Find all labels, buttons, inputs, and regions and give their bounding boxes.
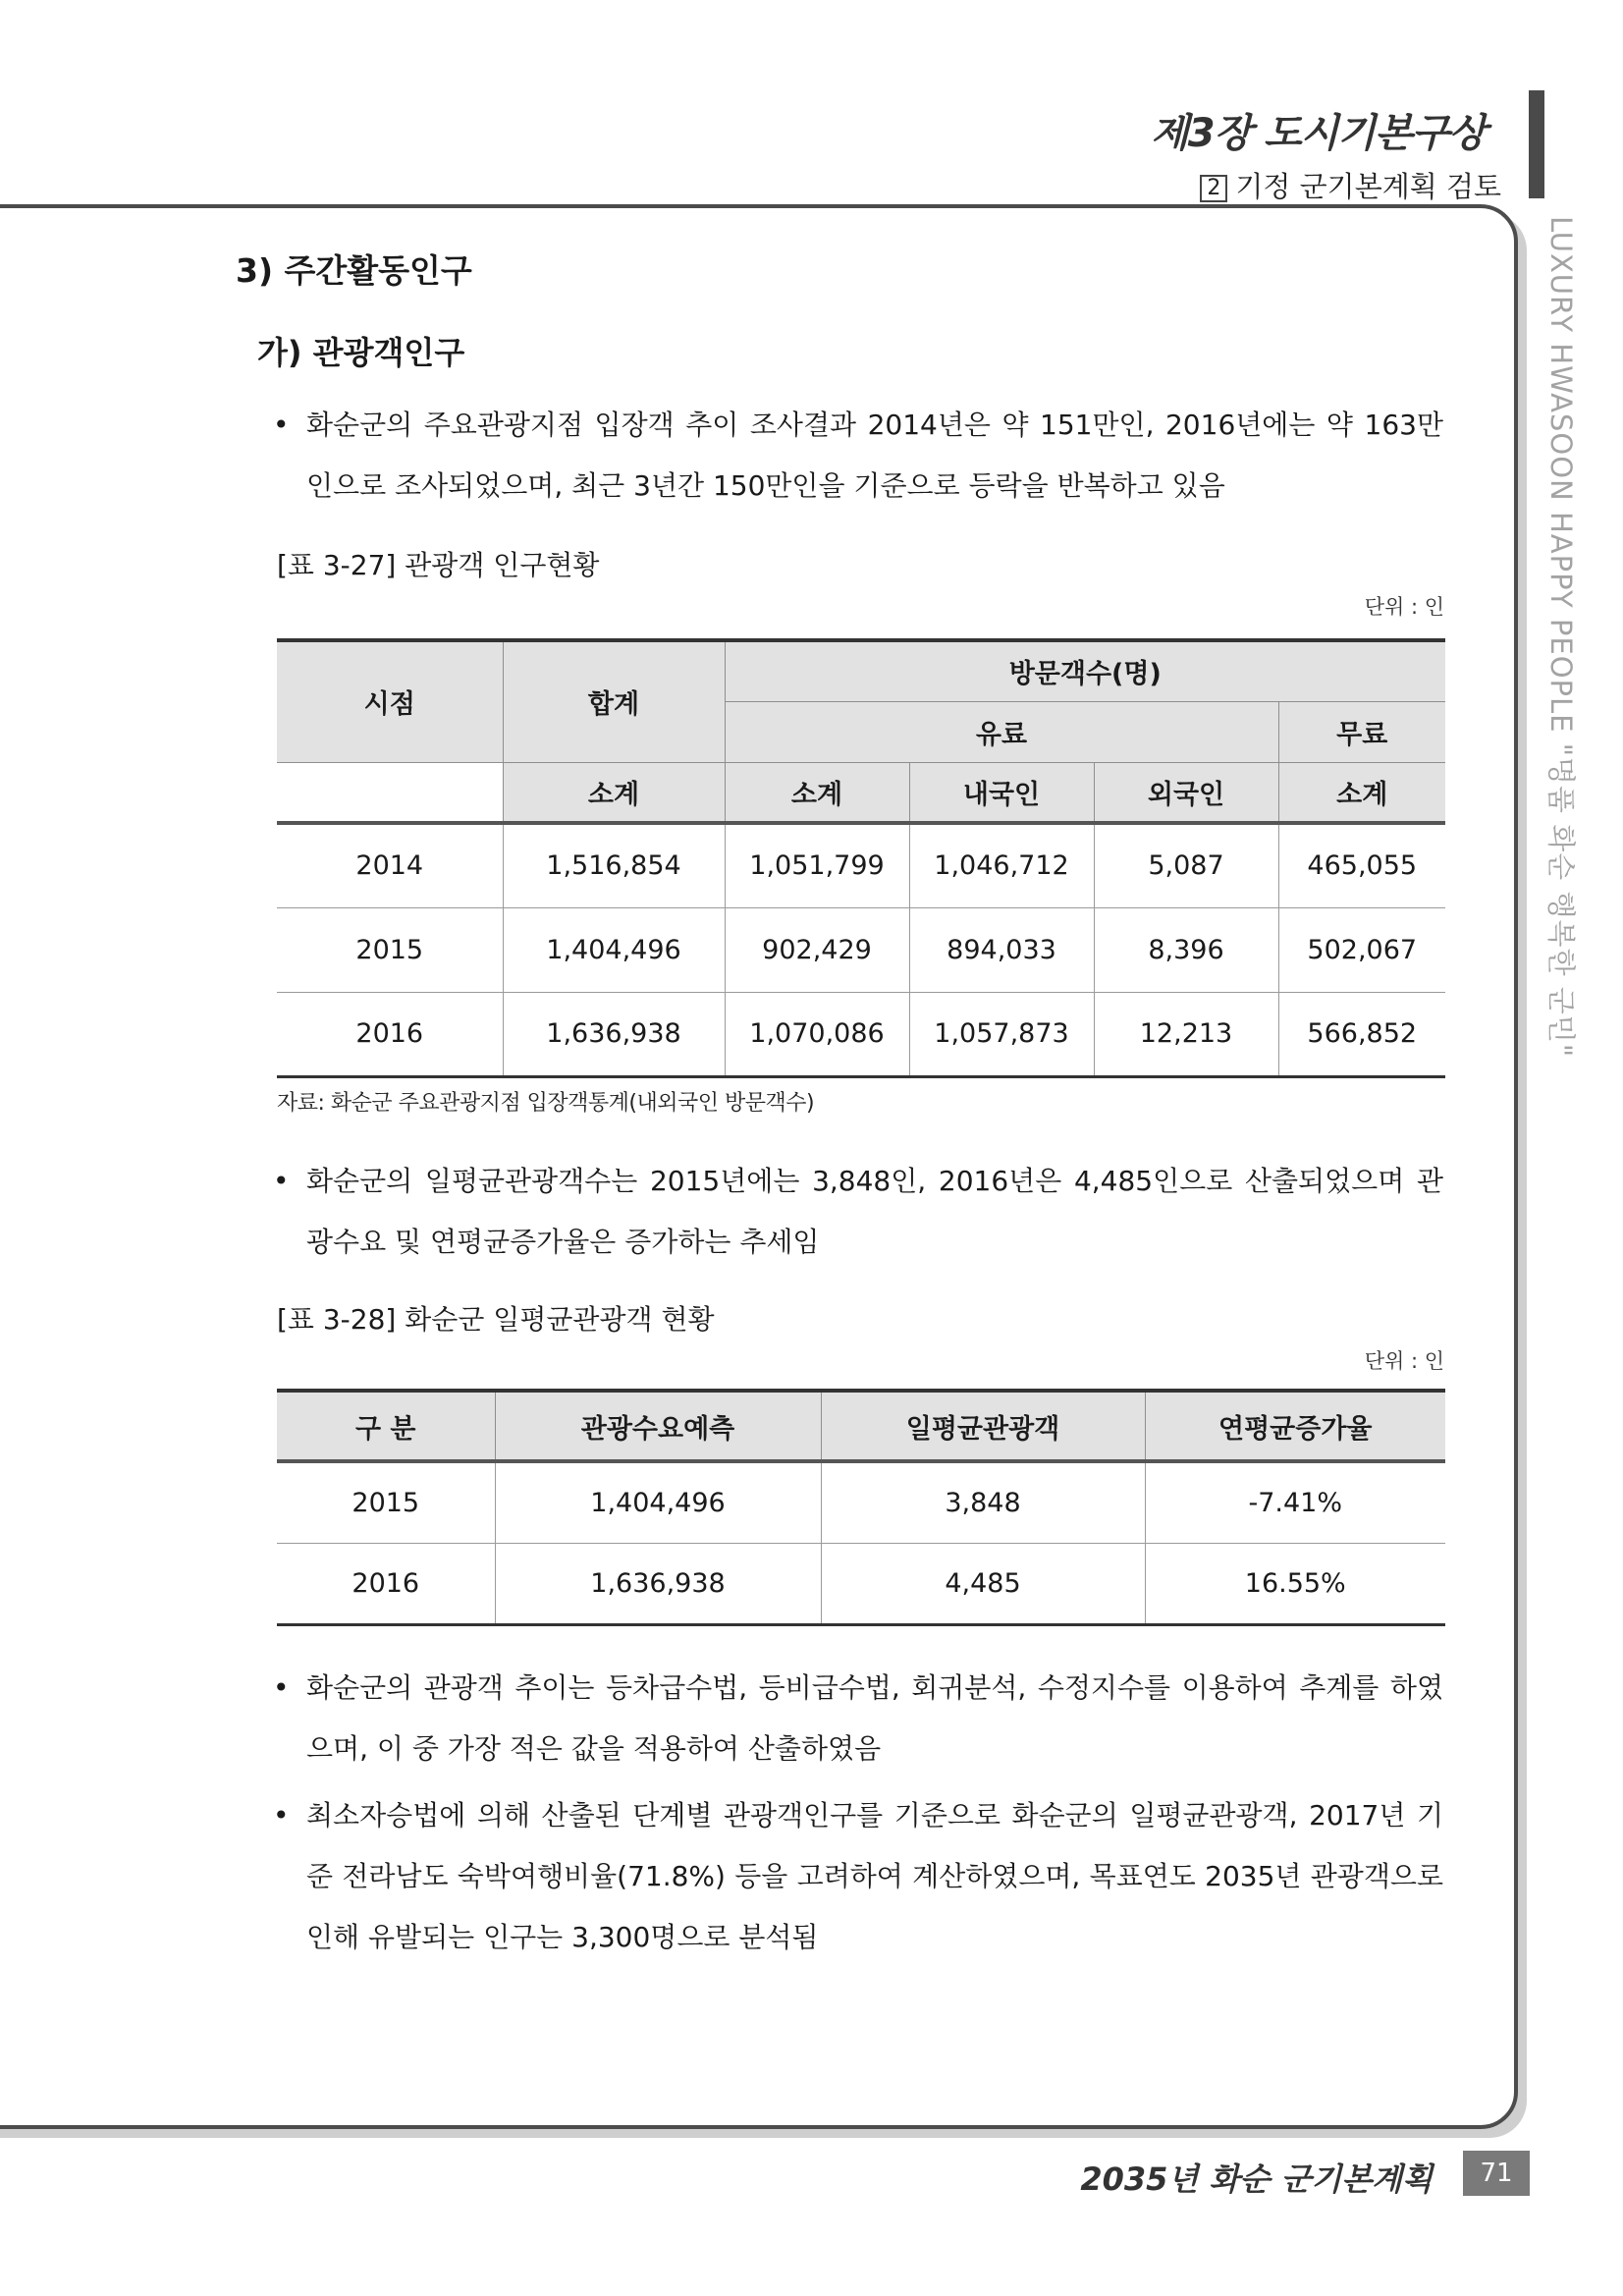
cell-paid-subtotal: 1,051,799 [725,823,909,907]
header-total: 합계 [503,640,725,762]
table-row [277,1461,1445,1543]
side-slogan [1544,216,1589,1061]
bullet-text: • 화순군의 관광객 추이는 등차급수법, 등비급수법, 회귀분석, 수정지수를 이용하여 추계를 하였으며, 이 중 가장 적은 값을 적용하여 산출하였음 [306,1671,1443,1765]
table-source: 자료: 화순군 주요관광지점 입장객통계(내외국인 방문객수) [277,1091,815,1116]
header-total-subtotal: 소계 [503,762,725,823]
footer-title: 2035년 화순 군기본계획 [1080,2160,1433,2198]
section-subtitle [1200,165,1501,205]
cell-foreign: 5,087 [1094,823,1278,907]
cell-foreign: 8,396 [1094,907,1278,992]
cell-year: 2015 [277,1461,495,1543]
cell-demand: 1,404,496 [495,1461,821,1543]
subsection-heading: 가) 관광객인구 [257,334,465,371]
bullet-text: • 화순군의 일평균관광객수는 2015년에는 3,848인, 2016년은 4,485인으로 산출되었으며 관광수요 및 연평균증가율은 증가하는 추세임 [306,1165,1443,1258]
header-paid-subtotal: 소계 [725,762,909,823]
daily-tourist-table [277,1389,1445,1626]
header-time: 시점 [277,640,503,762]
table-unit-1: 단위 : 인 [1364,595,1444,619]
bullet-text: • 최소자승법에 의해 산출된 단계별 관광객인구를 기준으로 화순군의 일평균관광객, 2017년 기준 전라남도 숙박여행비율(71.8%) 등을 고려하여 계산하였으며, 목표연도 2035년 관광객으로 인해 유발되는 인구는 3,300명으로 분석됨 [306,1799,1443,1953]
header-free-subtotal: 소계 [1278,762,1445,823]
header-visitors: 방문객수(명) [725,640,1445,701]
side-slogan-text: LUXURY HWASOON HAPPY PEOPLE "명품 화순 행복한 군민" [1544,216,1578,1059]
cell-foreign: 12,213 [1094,992,1278,1076]
bullet-text: • 화순군의 주요관광지점 입장객 추이 조사결과 2014년은 약 151만인, 2016년에는 약 163만인으로 조사되었으며, 최근 3년간 150만인을 기준으로 등락을 반복하고 있음 [306,409,1443,502]
cell-free: 566,852 [1278,992,1445,1076]
header-free: 무료 [1278,701,1445,762]
cell-domestic: 894,033 [909,907,1094,992]
cell-year: 2016 [277,992,503,1076]
chapter-title: 제3장 도시기본구상 [1151,111,1486,156]
cell-daily: 3,848 [821,1461,1145,1543]
table-unit-2: 단위 : 인 [1364,1349,1444,1373]
cell-free: 502,067 [1278,907,1445,992]
header-foreign: 외국인 [1094,762,1278,823]
chapter-bar [1529,90,1544,198]
table-row [277,992,1445,1076]
table-caption-1: [표 3-27] 관광객 인구현황 [277,549,600,581]
cell-year: 2014 [277,823,503,907]
bullet-paragraph-3 [277,1658,1443,1779]
cell-total: 1,636,938 [503,992,725,1076]
cell-domestic: 1,046,712 [909,823,1094,907]
table-row [277,823,1445,907]
table-row [277,907,1445,992]
cell-paid-subtotal: 902,429 [725,907,909,992]
section-title: 기정 군기본계획 검토 [1235,170,1501,203]
cell-demand: 1,636,938 [495,1543,821,1624]
table-row [277,1543,1445,1624]
cell-year: 2016 [277,1543,495,1624]
section-heading: 3) 주간활동인구 [236,251,472,290]
cell-paid-subtotal: 1,070,086 [725,992,909,1076]
header-daily-average: 일평균관광객 [821,1391,1145,1461]
page-number: 71 [1463,2151,1530,2196]
cell-free: 465,055 [1278,823,1445,907]
tourist-population-table [277,638,1445,1078]
cell-growth: -7.41% [1145,1461,1445,1543]
header-time-blank [277,762,503,823]
bullet-paragraph-4 [277,1785,1443,1968]
cell-year: 2015 [277,907,503,992]
header-annual-growth: 연평균증가율 [1145,1391,1445,1461]
cell-domestic: 1,057,873 [909,992,1094,1076]
cell-total: 1,516,854 [503,823,725,907]
header-paid: 유료 [725,701,1278,762]
cell-growth: 16.55% [1145,1543,1445,1624]
header-demand-forecast: 관광수요예측 [495,1391,821,1461]
section-number-box: 2 [1200,175,1227,202]
bullet-paragraph-2 [277,1151,1443,1273]
header-domestic: 내국인 [909,762,1094,823]
header-category: 구 분 [277,1391,495,1461]
cell-total: 1,404,496 [503,907,725,992]
bullet-paragraph-1 [277,395,1443,517]
table-caption-2: [표 3-28] 화순군 일평균관광객 현황 [277,1303,715,1336]
cell-daily: 4,485 [821,1543,1145,1624]
